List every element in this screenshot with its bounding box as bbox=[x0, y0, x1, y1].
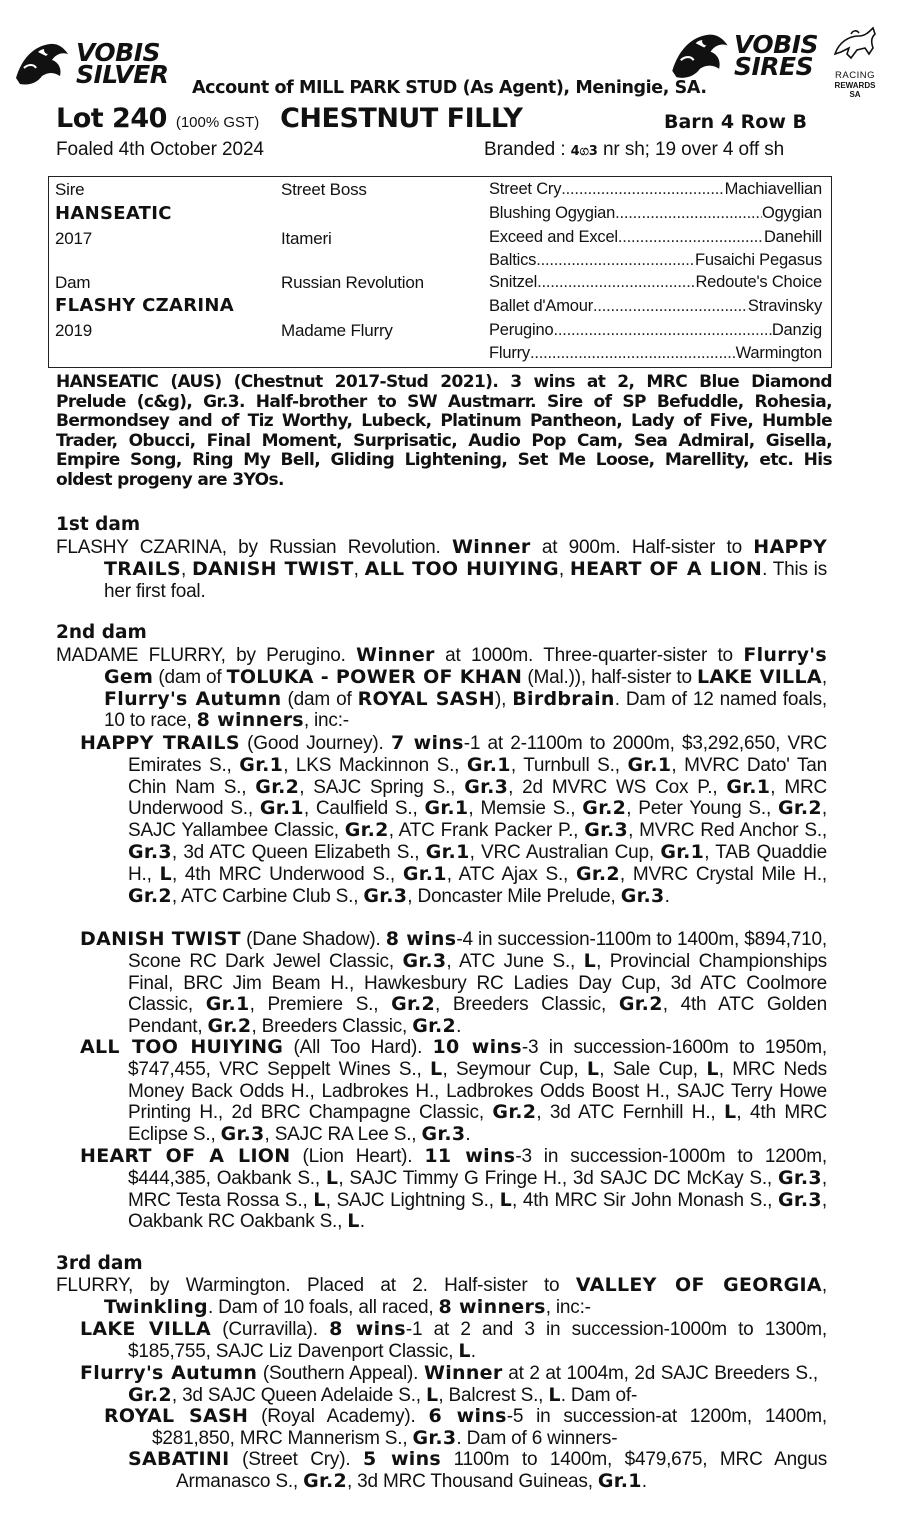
text: , Turnbull S., bbox=[510, 754, 628, 776]
horse-all-too-huiying bbox=[80, 1037, 827, 1146]
racing-line2: REWARDS bbox=[834, 81, 876, 90]
bold-text: Gr.1 bbox=[424, 797, 469, 820]
bold-text: Gr.1 bbox=[239, 753, 284, 776]
bold-text: Gr.3 bbox=[584, 819, 629, 842]
bold-text: Gr.1 bbox=[402, 862, 447, 885]
sire-dam: Itameri bbox=[281, 229, 332, 248]
bold-text: L bbox=[313, 1188, 326, 1211]
text: . This is her first foal. bbox=[104, 558, 827, 602]
text: , Caulfield S., bbox=[303, 798, 425, 820]
sire-name: HANSEATIC bbox=[55, 203, 172, 224]
text: -1 at 2-1100m to 2000m, $3,292,650, VRC Emirates S., bbox=[128, 733, 827, 776]
bold-text: ROYAL SASH bbox=[104, 1405, 249, 1427]
text: , SAJC Timmy G Fringe H., 3d SAJC DC McKay S., bbox=[338, 1167, 778, 1189]
text: , MVRC Dato' Tan Chin Nam S., bbox=[128, 754, 827, 798]
text: at 900m. Half-sister to bbox=[530, 537, 754, 558]
bold-text: Gr.1 bbox=[425, 840, 470, 863]
text: . bbox=[465, 1124, 471, 1146]
text: , Oakbank RC Oakbank S., bbox=[128, 1189, 827, 1233]
horse-lake-villa bbox=[80, 1319, 827, 1363]
bold-text: Gr.1 bbox=[726, 775, 771, 798]
bold-text: HEART OF A LION bbox=[569, 557, 763, 580]
bold-text: HAPPY TRAILS bbox=[104, 536, 828, 580]
text: (Dane Shadow). bbox=[240, 929, 386, 950]
bold-text: ROYAL SASH bbox=[357, 687, 495, 710]
text: ), bbox=[494, 688, 513, 710]
bold-text: Gr.2 bbox=[777, 797, 822, 820]
bold-text: Gr.3 bbox=[464, 775, 509, 798]
text: (Royal Academy). bbox=[248, 1406, 429, 1427]
dam-name: FLASHY CZARINA bbox=[55, 295, 234, 316]
text: . bbox=[470, 1340, 476, 1362]
racing-rewards-logo bbox=[826, 24, 884, 99]
bold-text: Gr.3 bbox=[128, 840, 172, 863]
ancestor: Street Cry bbox=[489, 180, 562, 198]
text: , Doncaster Mile Prelude, bbox=[407, 885, 621, 907]
text: (Good Journey). bbox=[239, 733, 391, 754]
gst-note: (100% GST) bbox=[175, 114, 260, 131]
ancestor: Perugino bbox=[489, 321, 554, 339]
third-dam-heading: 3rd dam bbox=[56, 1253, 143, 1274]
sire-summary: HANSEATIC (AUS) (Chestnut 2017-Stud 2021). 3 wins at 2, MRC Blue Diamond Prelude (c&g), Gr.3. Half-brother to SW Austmarr. Sire of SP Befuddle, Rohesia, Bermondsey and of Tiz Worthy, Lubeck, Platinum Pantheon, Lady of Five, Humble Trader, Obucci, Final Moment, Surprisatic, Audio Pop Cam, Sea Admiral, Gisella, Empire Song, Ring My Bell, Gliding Lightening, Set Me Loose, Marellity, etc. His oldest progeny are 3YOs. bbox=[56, 372, 832, 490]
bold-text: Gr.2 bbox=[207, 1015, 252, 1038]
bold-text: Gr.3 bbox=[220, 1123, 265, 1146]
bold-text: Gr.2 bbox=[575, 862, 620, 885]
pedigree-line bbox=[489, 228, 822, 247]
bold-text: L bbox=[583, 949, 597, 972]
text: , ATC Carbine Club S., bbox=[171, 885, 364, 907]
bold-text: Gr.2 bbox=[344, 819, 389, 842]
bold-text: Winner bbox=[356, 644, 435, 666]
text: , MVRC Red Anchor S., bbox=[628, 820, 827, 842]
bold-text: Flurry's Autumn bbox=[104, 687, 282, 710]
first-dam-heading: 1st dam bbox=[56, 514, 141, 535]
bold-text: DANISH TWIST bbox=[80, 928, 241, 950]
bold-text: Gr.2 bbox=[582, 797, 627, 820]
text: , SAJC RA Lee S., bbox=[264, 1124, 422, 1146]
bold-text: 7 wins bbox=[390, 732, 464, 754]
text: FLURRY, by Warmington. Placed at 2. Half-sister to bbox=[56, 1275, 576, 1296]
racing-line3: SA bbox=[849, 90, 861, 99]
text: MADAME FLURRY, by Perugino. bbox=[56, 645, 357, 666]
text: , Seymour Cup, bbox=[442, 1058, 587, 1080]
text: , Sale Cup, bbox=[599, 1058, 707, 1080]
ancestor-sire: Ogygian bbox=[761, 204, 822, 222]
dam-sire: Russian Revolution bbox=[281, 273, 424, 292]
vobis-silver-logo bbox=[12, 38, 168, 90]
bold-text: LAKE VILLA bbox=[696, 665, 822, 688]
lot-title: CHESTNUT FILLY bbox=[280, 103, 523, 134]
bold-text: Gr.3 bbox=[402, 949, 447, 972]
ancestor-sire: Fusaichi Pegasus bbox=[694, 251, 822, 269]
text: , Breeders Classic, bbox=[435, 994, 619, 1016]
text: , ATC June S., bbox=[446, 950, 584, 972]
text: , Peter Young S., bbox=[626, 798, 778, 820]
bold-text: Gr.1 bbox=[205, 993, 250, 1016]
bold-text: Gr.2 bbox=[391, 993, 436, 1016]
bold-text: Gr.2 bbox=[303, 1469, 347, 1492]
foaled-date: Foaled 4th October 2024 bbox=[56, 139, 264, 160]
bold-text: L bbox=[706, 1057, 719, 1080]
text: -3 in succession-1000m to 1200m, $444,385, Oakbank S., bbox=[128, 1146, 827, 1189]
pedigree-line bbox=[489, 297, 822, 316]
text: , TAB Quaddie H., bbox=[128, 841, 827, 885]
branded-label: Branded : bbox=[484, 139, 571, 160]
pedigree-line bbox=[489, 251, 822, 270]
text: . bbox=[641, 1470, 647, 1492]
text: , 3d ATC Queen Elizabeth S., bbox=[171, 841, 426, 863]
galloping-horse-icon bbox=[829, 24, 881, 66]
text: . Dam of- bbox=[560, 1384, 638, 1406]
branded-line bbox=[484, 139, 784, 161]
bold-text: Gr.1 bbox=[660, 840, 705, 863]
bold-text: LAKE VILLA bbox=[80, 1318, 212, 1340]
text: , bbox=[558, 558, 570, 580]
bold-text: TOLUKA - POWER OF KHAN bbox=[226, 665, 523, 688]
dam-label: Dam bbox=[55, 273, 91, 292]
brand-mark: 4ග3 bbox=[570, 144, 598, 159]
ancestor: Flurry bbox=[489, 344, 530, 362]
text: at 1000m. Three-quarter-sister to bbox=[434, 645, 744, 666]
horse-danish-twist bbox=[80, 929, 827, 1038]
bold-text: L bbox=[586, 1057, 600, 1080]
horse-happy-trails bbox=[80, 733, 827, 907]
bold-text: Gr.3 bbox=[777, 1166, 822, 1189]
text: -1 at 2 and 3 in succession-1000m to 1300m, $185,755, SAJC Liz Davenport Classic, bbox=[128, 1319, 827, 1362]
bold-text: ALL TOO HUIYING bbox=[364, 557, 559, 580]
bold-text: Gr.1 bbox=[259, 797, 304, 820]
bold-text: Gr.2 bbox=[255, 775, 300, 798]
second-dam-heading: 2nd dam bbox=[56, 622, 147, 643]
bold-text: 6 wins bbox=[428, 1405, 507, 1427]
text: , Memsie S., bbox=[468, 798, 583, 820]
text: -5 in succession-at 1200m, 1400m, $281,850, MRC Mannerism S., bbox=[152, 1406, 827, 1449]
bold-text: HEART OF A LION bbox=[80, 1145, 291, 1167]
horse-jockey-icon bbox=[668, 28, 734, 84]
barn-location: Barn 4 Row B bbox=[664, 111, 807, 133]
text: , bbox=[180, 558, 192, 580]
pedigree-line bbox=[489, 180, 822, 199]
text: (Lion Heart). bbox=[290, 1146, 425, 1167]
bold-text: VALLEY OF GEORGIA bbox=[575, 1274, 822, 1296]
text: , bbox=[353, 558, 365, 580]
bold-text: Gr.1 bbox=[627, 753, 672, 776]
bold-text: L bbox=[430, 1057, 443, 1080]
text: , MRC Testa Rossa S., bbox=[128, 1167, 827, 1211]
racing-line1: RACING bbox=[835, 70, 875, 81]
bold-text: L bbox=[499, 1188, 513, 1211]
bold-text: L bbox=[347, 1210, 360, 1233]
lot-number: Lot 240 bbox=[56, 103, 167, 134]
bold-text: DANISH TWIST bbox=[191, 557, 354, 580]
bold-text: Gr.2 bbox=[128, 1383, 172, 1406]
text: , inc:- bbox=[545, 1296, 591, 1318]
bold-text: SABATINI bbox=[128, 1448, 230, 1470]
bold-text: Flurry's Autumn bbox=[80, 1362, 258, 1384]
text: , 4th MRC Eclipse S., bbox=[128, 1102, 827, 1146]
text: 1100m to 1400m, $479,675, MRC Angus Armanasco S., bbox=[176, 1449, 827, 1492]
sire-year: 2017 bbox=[55, 229, 93, 248]
horse-heart-of-a-lion bbox=[80, 1146, 827, 1233]
bold-text: Gr.2 bbox=[412, 1015, 457, 1038]
logo-left-line1: VOBIS bbox=[76, 38, 161, 67]
pedigree-line bbox=[489, 321, 822, 340]
bold-text: Gr.3 bbox=[363, 884, 408, 907]
bold-text: Gr.3 bbox=[421, 1123, 466, 1146]
logo-right-line2: SIRES bbox=[734, 52, 814, 81]
bold-text: Gr.2 bbox=[618, 993, 663, 1016]
bold-text: Gr.2 bbox=[128, 884, 172, 907]
ancestor: Baltics bbox=[489, 251, 537, 269]
bold-text: Birdbrain bbox=[512, 687, 615, 710]
pedigree-line bbox=[489, 204, 822, 223]
ancestor: Blushing Ogygian bbox=[489, 204, 616, 222]
text: , MRC Underwood S., bbox=[128, 776, 827, 820]
ancestor-sire: Machiavellian bbox=[724, 180, 822, 198]
text: . bbox=[664, 885, 670, 907]
account-line: Account of MILL PARK STUD (As Agent), Meningie, SA. bbox=[192, 78, 707, 98]
text: (Curravilla). bbox=[211, 1319, 330, 1340]
bold-text: ALL TOO HUIYING bbox=[80, 1036, 284, 1058]
text: , bbox=[821, 1275, 827, 1296]
text: FLASHY CZARINA, by Russian Revolution. bbox=[56, 537, 452, 558]
bold-text: Flurry's Gem bbox=[104, 644, 827, 688]
bold-text: Gr.3 bbox=[778, 1188, 822, 1211]
horse-jockey-icon bbox=[12, 38, 74, 90]
text: , SAJC Spring S., bbox=[299, 776, 465, 798]
bold-text: Winner bbox=[423, 1362, 503, 1384]
text: (All Too Hard). bbox=[283, 1037, 433, 1058]
text: (dam of bbox=[281, 688, 358, 710]
horse-royal-sash bbox=[104, 1406, 827, 1450]
bold-text: 8 wins bbox=[385, 928, 457, 950]
bold-text: L bbox=[458, 1339, 471, 1362]
text: , MRC Neds Money Back Odds H., Ladbrokes H., Ladbrokes Odds Boost H., SAJC Terry Howe Printing H., 2d BRC Champagne Classic, bbox=[128, 1058, 827, 1124]
ancestor-sire: Danzig bbox=[771, 321, 822, 339]
text: (Southern Appeal). bbox=[257, 1363, 424, 1384]
text: at 2 at 1004m, 2d SAJC Breeders S., bbox=[502, 1363, 818, 1384]
ancestor: Snitzel bbox=[489, 273, 538, 291]
text: . Dam of 6 winners- bbox=[456, 1427, 618, 1449]
vobis-sires-logo bbox=[668, 28, 818, 84]
bold-text: L bbox=[425, 1383, 439, 1406]
text: , SAJC Lightning S., bbox=[325, 1189, 500, 1211]
bold-text: Gr.2 bbox=[492, 1101, 537, 1124]
text: (dam of bbox=[153, 666, 227, 688]
bold-text: HAPPY TRAILS bbox=[80, 732, 240, 754]
text: , LKS Mackinnon S., bbox=[283, 754, 467, 776]
text: , 4th MRC Underwood S., bbox=[171, 863, 403, 885]
bold-text: 11 wins bbox=[424, 1145, 516, 1167]
bold-text: L bbox=[724, 1101, 737, 1124]
bold-text: 8 winners bbox=[438, 1295, 546, 1318]
bold-text: 10 wins bbox=[432, 1036, 522, 1058]
text: -3 in succession-1600m to 1950m, $747,455, VRC Seppelt Wines S., bbox=[128, 1037, 827, 1080]
text: , bbox=[821, 666, 827, 688]
text: . bbox=[456, 1016, 462, 1038]
bold-text: Gr.3 bbox=[620, 884, 665, 907]
bold-text: Gr.3 bbox=[412, 1426, 457, 1449]
text: , ATC Frank Packer P., bbox=[388, 820, 585, 842]
pedigree-line bbox=[489, 273, 822, 292]
text: . bbox=[359, 1211, 365, 1233]
ancestor-sire: Warmington bbox=[735, 344, 822, 362]
ancestor-sire: Danehill bbox=[763, 228, 822, 246]
horse-flurrys-autumn bbox=[80, 1363, 818, 1407]
text: , 2d MVRC WS Cox P., bbox=[508, 776, 727, 798]
text: , Breeders Classic, bbox=[251, 1016, 413, 1038]
sire-label: Sire bbox=[55, 180, 85, 199]
branded-details: nr sh; 19 over 4 off sh bbox=[597, 139, 785, 160]
bold-text: Twinkling bbox=[104, 1295, 208, 1318]
second-dam-text bbox=[56, 645, 827, 732]
text: , 4th ATC Golden Pendant, bbox=[128, 994, 827, 1038]
text: , Provincial Championships Final, BRC Jim Beam H., Hawkesbury RC Ladies Day Cup, 3d ATC Coolmore Classic, bbox=[128, 950, 827, 1016]
text: . Dam of 12 named foals, 10 to race, bbox=[104, 688, 827, 732]
lot-line bbox=[56, 103, 522, 134]
text: -4 in succession-1100m to 1400m, $894,710, Scone RC Dark Jewel Classic, bbox=[128, 929, 827, 972]
text: , Balcrest S., bbox=[438, 1384, 549, 1406]
ancestor-sire: Redoute's Choice bbox=[695, 273, 822, 291]
text: (Mal.)), half-sister to bbox=[522, 666, 697, 688]
logo-right-line1: VOBIS bbox=[734, 30, 819, 59]
bold-text: 5 wins bbox=[363, 1448, 442, 1470]
logo-left-line2: SILVER bbox=[76, 60, 169, 89]
bold-text: 8 wins bbox=[329, 1318, 406, 1340]
bold-text: 8 winners bbox=[196, 709, 304, 732]
text: , SAJC Yallambee Classic, bbox=[128, 798, 827, 842]
text: , VRC Australian Cup, bbox=[469, 841, 661, 863]
ancestor: Ballet d'Amour bbox=[489, 297, 593, 315]
first-dam-text bbox=[56, 537, 827, 602]
dam-dam: Madame Flurry bbox=[281, 321, 393, 340]
bold-text: Gr.1 bbox=[466, 753, 511, 776]
ancestor: Exceed and Excel bbox=[489, 228, 618, 246]
third-dam-text bbox=[56, 1275, 827, 1319]
dam-year: 2019 bbox=[55, 321, 93, 340]
text: , 3d SAJC Queen Adelaide S., bbox=[171, 1384, 426, 1406]
text: , 3d ATC Fernhill H., bbox=[536, 1102, 724, 1124]
text: (Street Cry). bbox=[229, 1449, 364, 1470]
bold-text: Gr.1 bbox=[597, 1469, 642, 1492]
bold-text: L bbox=[548, 1383, 561, 1406]
text: , ATC Ajax S., bbox=[446, 863, 576, 885]
text: , MVRC Crystal Mile H., bbox=[619, 863, 827, 885]
pedigree-table bbox=[48, 176, 832, 368]
text: , Premiere S., bbox=[249, 994, 392, 1016]
bold-text: Winner bbox=[451, 536, 531, 558]
text: . Dam of 10 foals, all raced, bbox=[207, 1296, 439, 1318]
text: , inc:- bbox=[303, 710, 349, 732]
text: , 4th MRC Sir John Monash S., bbox=[512, 1189, 778, 1211]
horse-sabatini bbox=[128, 1449, 827, 1493]
sire-sire: Street Boss bbox=[281, 180, 367, 199]
pedigree-line bbox=[489, 344, 822, 363]
bold-text: L bbox=[159, 862, 172, 885]
ancestor-sire: Stravinsky bbox=[747, 297, 822, 315]
bold-text: L bbox=[325, 1166, 339, 1189]
text: , 3d MRC Thousand Guineas, bbox=[347, 1470, 598, 1492]
